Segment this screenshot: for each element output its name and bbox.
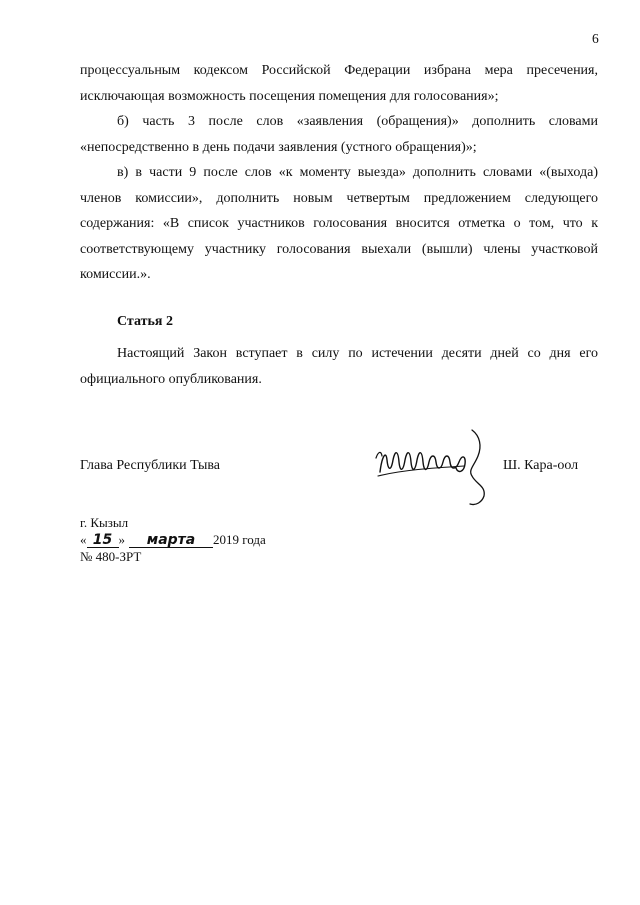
- date-month: марта: [129, 534, 213, 548]
- signatory-title: Глава Республики Тыва: [80, 458, 221, 473]
- signing-date: [80, 532, 266, 548]
- page-number: 6: [592, 31, 599, 46]
- city: г. Кызыл: [80, 515, 129, 530]
- law-number: № 480-ЗРТ: [80, 549, 142, 564]
- date-day: 15: [87, 534, 119, 548]
- article-text: Настоящий Закон вступает в силу по истечении десяти дней со дня его официального опубликования.: [80, 346, 598, 387]
- paragraph-continuation: процессуальным кодексом Российской Федерации избрана мера пресечения, исключающая возможность посещения помещения для голосования»;: [80, 63, 598, 104]
- date-year: 2019 года: [213, 532, 266, 547]
- date-close-quote: »: [118, 532, 125, 547]
- amendment-text: [80, 58, 598, 288]
- date-open-quote: «: [80, 532, 87, 547]
- article-body: [80, 341, 598, 392]
- signatory-name: Ш. Кара-оол: [503, 458, 579, 473]
- paragraph-b: б) часть 3 после слов «заявления (обращения)» дополнить словами «непосредственно в день подачи заявления (устного обращения)»;: [80, 114, 598, 155]
- paragraph-v: в) в части 9 после слов «к моменту выезда» дополнить словами «(выхода) членов комиссии», дополнить новым четвертым предложением следующего содержания: «В список участников голосования вносится отметка о том, что к соответствующему участнику голосования выехали (вышли) члены участковой комиссии.».: [80, 165, 598, 282]
- handwritten-signature: [372, 426, 498, 508]
- article-heading: Статья 2: [117, 314, 173, 329]
